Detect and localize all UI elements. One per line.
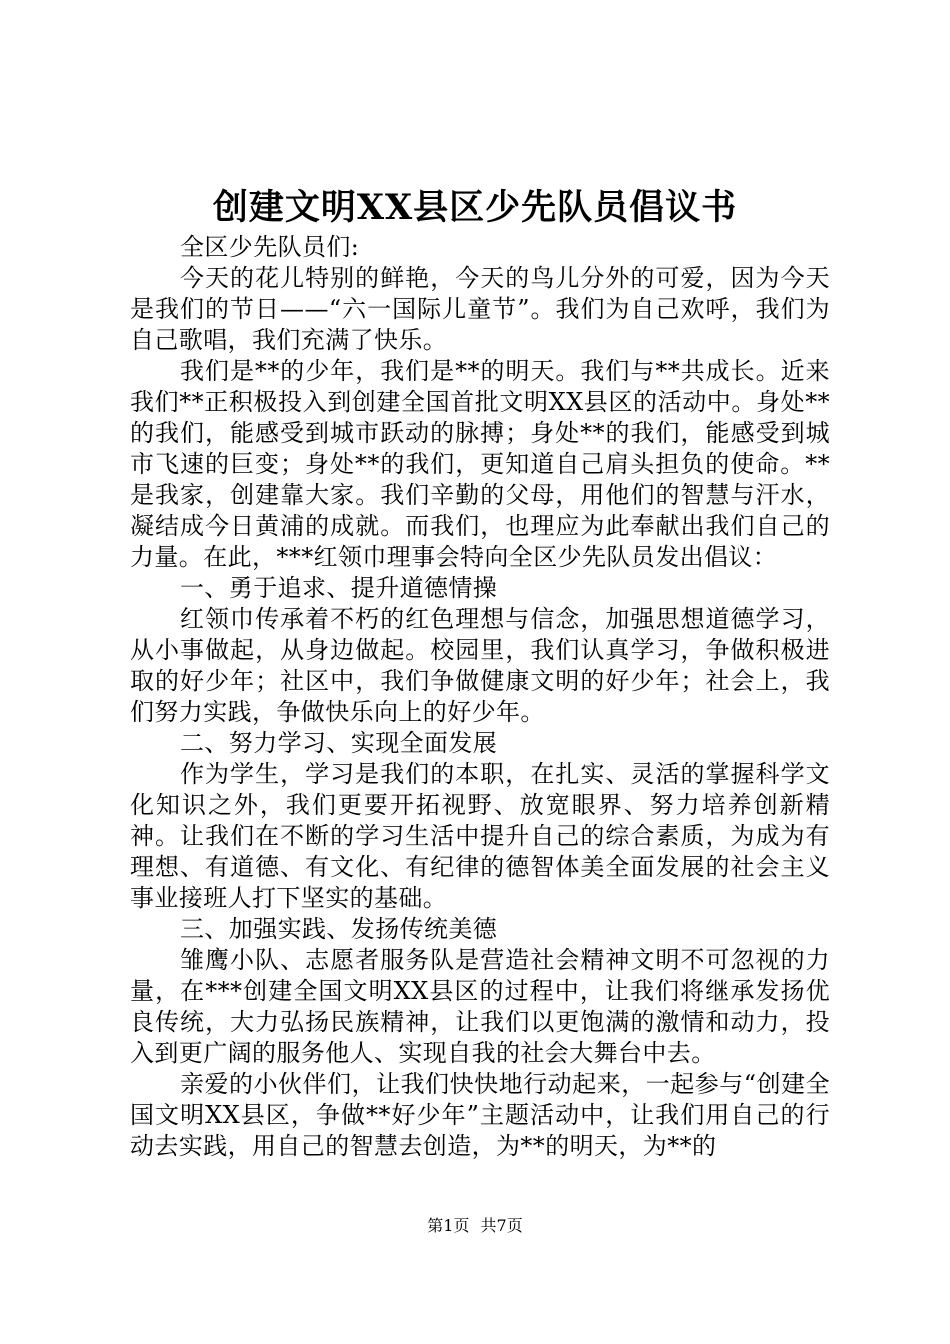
- paragraph: 红领巾传承着不朽的红色理想与信念，加强思想道德学习，从小事做起，从身边做起。校园里，我们认真学习，争做积极进取的好少年；社区中，我们争做健康文明的好少年；社会上，我们努力实践，争做快乐向上的好少年。: [130, 605, 830, 726]
- paragraph: 亲爱的小伙伴们，让我们快快地行动起来，一起参与“创建全国文明XX县区，争做**好少年”主题活动中，让我们用自己的行动去实践，用自己的智慧去创造，为**的明天，为**的: [130, 1070, 830, 1160]
- paragraph: 雏鹰小队、志愿者服务队是营造社会精神文明不可忽视的力量，在***创建全国文明XX县区的过程中，让我们将继承发扬优良传统，大力弘扬民族精神，让我们以更饱满的激情和动力，投入到更广阔的服务他人、实现自我的社会大舞台中去。: [130, 946, 830, 1067]
- section-heading: 三、加强实践、发扬传统美德: [180, 915, 498, 943]
- document-title: 创建文明XX县区少先队员倡议书: [212, 187, 738, 228]
- paragraph: 我们是**的少年，我们是**的明天。我们与**共成长。近来我们**正积极投入到创建全国首批文明XX县区的活动中。身处**的我们，能感受到城市跃动的脉搏；身处**的我们，能感受到城市飞速的巨变；身处**的我们，更知道自己肩头担负的使命。**是我家，创建靠大家。我们辛勤的父母，用他们的智慧与汗水，凝结成今日黄浦的成就。而我们，也理应为此奉献出我们自己的力量。在此，***红领巾理事会特向全区少先队员发出倡议：: [130, 357, 830, 571]
- section-heading: 二、努力学习、实现全面发展: [180, 729, 498, 757]
- paragraph: 今天的花儿特别的鲜艳，今天的鸟儿分外的可爱，因为今天是我们的节日——“六一国际儿童节”。我们为自己欢呼，我们为自己歌唱，我们充满了快乐。: [130, 264, 830, 354]
- document-body: [130, 232, 830, 1162]
- page-number: 第1页: [427, 1216, 470, 1235]
- page-total: 共7页: [480, 1216, 523, 1235]
- paragraph: 作为学生，学习是我们的本职，在扎实、灵活的掌握科学文化知识之外，我们更要开拓视野、放宽眼界、努力培养创新精神。让我们在不断的学习生活中提升自己的综合素质，为成为有理想、有道德、有文化、有纪律的德智体美全面发展的社会主义事业接班人打下坚实的基础。: [130, 760, 830, 912]
- salutation: 全区少先队员们:: [180, 233, 360, 261]
- section-heading: 一、勇于追求、提升道德情操: [180, 574, 498, 602]
- page-footer: [0, 1215, 950, 1237]
